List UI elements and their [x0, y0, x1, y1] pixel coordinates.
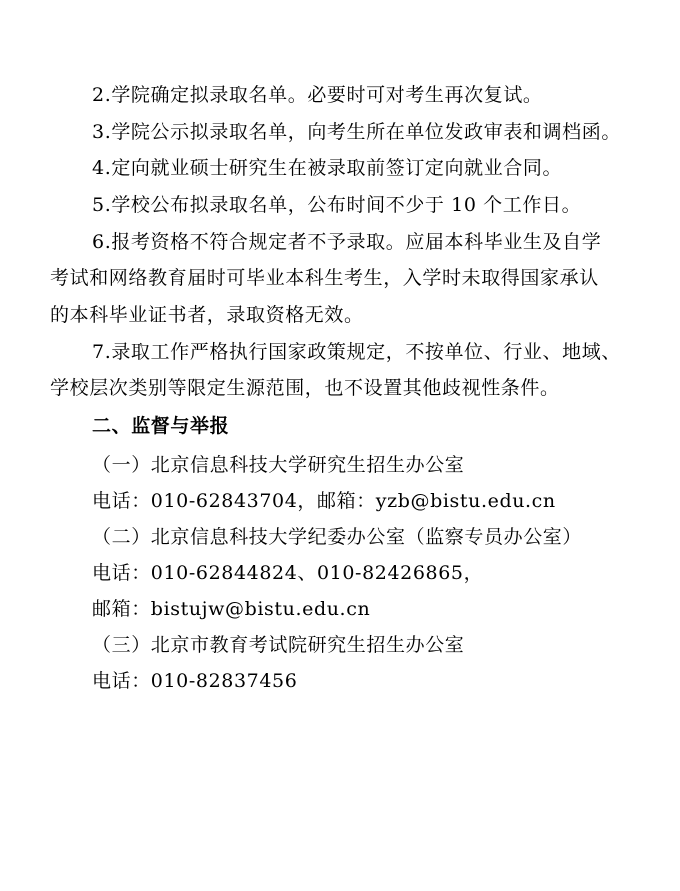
- item-6-line-3: 的本科毕业证书者，录取资格无效。: [50, 304, 364, 326]
- item-7-line-1: 7.录取工作严格执行国家政策规定，不按单位、行业、地域、: [92, 341, 621, 363]
- office-1-name: （一）北京信息科技大学研究生招生办公室: [92, 454, 465, 476]
- section-heading: 二、监督与举报: [92, 415, 230, 437]
- office-3-phone: 电话：010-82837456: [92, 670, 298, 692]
- item-7-line-2: 学校层次类别等限定生源范围，也不设置其他歧视性条件。: [50, 377, 560, 399]
- item-6-line-2: 考试和网络教育届时可毕业本科生考生，入学时未取得国家承认: [50, 267, 599, 289]
- item-3: 3.学院公示拟录取名单，向考生所在单位发政审表和调档函。: [92, 121, 621, 143]
- item-5: 5.学校公布拟录取名单，公布时间不少于 10 个工作日。: [92, 194, 582, 216]
- office-1-contact: 电话：010-62843704，邮箱：yzb@bistu.edu.cn: [92, 490, 556, 512]
- item-2: 2.学院确定拟录取名单。必要时可对考生再次复试。: [92, 84, 543, 106]
- office-2-email: 邮箱：bistujw@bistu.edu.cn: [92, 598, 371, 620]
- office-2-phone: 电话：010-62844824、010-82426865，: [92, 562, 484, 584]
- office-2-name: （二）北京信息科技大学纪委办公室（监察专员办公室）: [92, 526, 583, 548]
- item-6-line-1: 6.报考资格不符合规定者不予录取。应届本科毕业生及自学: [92, 231, 602, 253]
- item-4: 4.定向就业硕士研究生在被录取前签订定向就业合同。: [92, 157, 563, 179]
- office-3-name: （三）北京市教育考试院研究生招生办公室: [92, 634, 465, 656]
